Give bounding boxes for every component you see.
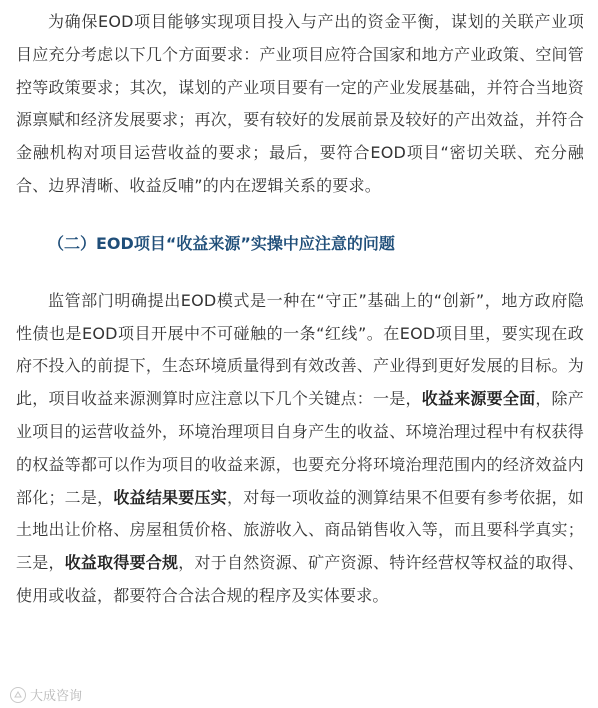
watermark-text: 大成咨询	[30, 689, 83, 704]
watermark	[10, 685, 82, 704]
paragraph-text-segment: ，对每一项收益的测算结果不但要有参考依据，如土地出让价格、房屋租赁价格、旅游收入、商品销售收入等，而且要科学真实；三是，	[16, 487, 584, 573]
section-heading-revenue-source: （二）EOD项目“收益来源”实操中应注意的问题	[48, 233, 395, 253]
paragraph-text-segment: 监管部门明确提出EOD模式是一种在“守正”基础上的“创新”，地方政府隐性债也是EOD项目开展中不可碰触的一条“红线”。在EOD项目里，要实现在政府不投入的前提下，生态环境质量得到有效改善、产业得到更好发展的目标。为此，项目收益来源测算时应注意以下几个关键点：一是，	[16, 290, 584, 409]
key-point-comprehensive: 收益来源要全面	[421, 389, 536, 409]
paragraph-text-segment: ，对于自然资源、矿产资源、特许经营权等权益的取得、使用或收益，都要符合合法合规的程序及实体要求。	[16, 553, 584, 605]
paragraph-text-segment: ，除产业项目的运营收益外，环境治理项目自身产生的收益、环境治理过程中有权获得的权益等都可以作为项目的收益来源，也要充分将环境治理范围内的经济效益内部化；二是，	[16, 389, 584, 507]
article-body	[16, 6, 584, 613]
paragraph-funding-balance: 为确保EOD项目能够实现项目投入与产出的资金平衡，谋划的关联产业项目应充分考虑以下几个方面要求：产业项目应符合国家和地方产业政策、空间管控等政策要求；其次，谋划的产业项目要有一定的产业发展基础，并符合当地资源禀赋和经济发展要求；再次，要有较好的发展前景及较好的产出效益，并符合金融机构对项目运营收益的要求；最后，要符合EOD项目“密切关联、充分融合、边界清晰、收益反哺”的内在逻辑关系的要求。	[16, 12, 584, 195]
paragraph-revenue-source-notes	[16, 285, 584, 613]
key-point-solid-results: 收益结果要压实	[113, 487, 227, 507]
key-point-compliance: 收益取得要合规	[64, 553, 179, 573]
watermark-logo-icon	[10, 687, 26, 703]
